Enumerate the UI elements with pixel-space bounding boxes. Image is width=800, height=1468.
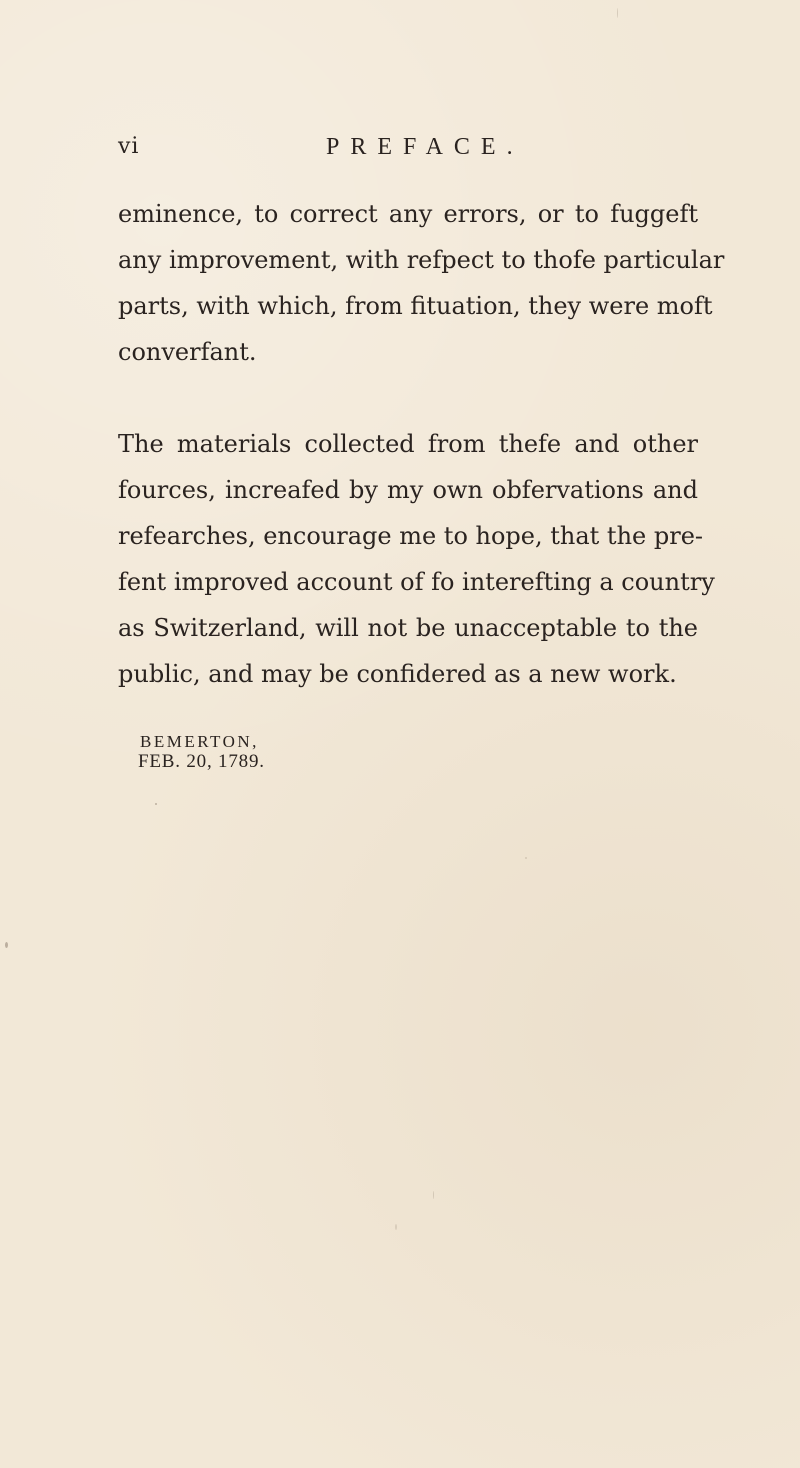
paper-speck bbox=[155, 803, 157, 805]
paragraph-2-line-5: as Switzerland, will not be unacceptable to the bbox=[118, 614, 698, 642]
paragraph-1-line-2: any improvement, with refpect to thofe particular bbox=[118, 246, 725, 274]
paper-speck bbox=[433, 1191, 434, 1199]
paragraph-2-line-6: public, and may be confidered as a new work. bbox=[118, 660, 677, 688]
signature-place: BEMERTON, bbox=[140, 732, 259, 751]
paper-speck bbox=[617, 8, 618, 18]
paragraph-2-line-3: refearches, encourage me to hope, that the pre- bbox=[118, 522, 704, 550]
paragraph-2-line-2: fources, increafed by my own obfervations and bbox=[118, 476, 698, 504]
paragraph-2-line-1: The materials collected from thefe and other bbox=[118, 430, 698, 458]
paragraph-1-line-1: eminence, to correct any errors, or to fuggeft bbox=[118, 200, 698, 228]
paragraph-1-line-4: converfant. bbox=[118, 338, 257, 366]
paragraph-1-line-3: parts, with which, from fituation, they were moft bbox=[118, 292, 713, 320]
paper-speck bbox=[525, 857, 527, 859]
paragraph-gap bbox=[118, 375, 698, 421]
signature-date: FEB. 20, 1789. bbox=[138, 751, 265, 772]
signature-block bbox=[140, 732, 400, 772]
paper-speck bbox=[395, 1224, 397, 1230]
preface-text bbox=[118, 191, 725, 697]
paragraph-2-line-4: fent improved account of fo interefting a country bbox=[118, 568, 715, 596]
paper-speck bbox=[5, 942, 8, 948]
running-title: PREFACE. bbox=[326, 134, 524, 160]
page-number: vi bbox=[118, 134, 140, 159]
page-header bbox=[118, 134, 698, 174]
